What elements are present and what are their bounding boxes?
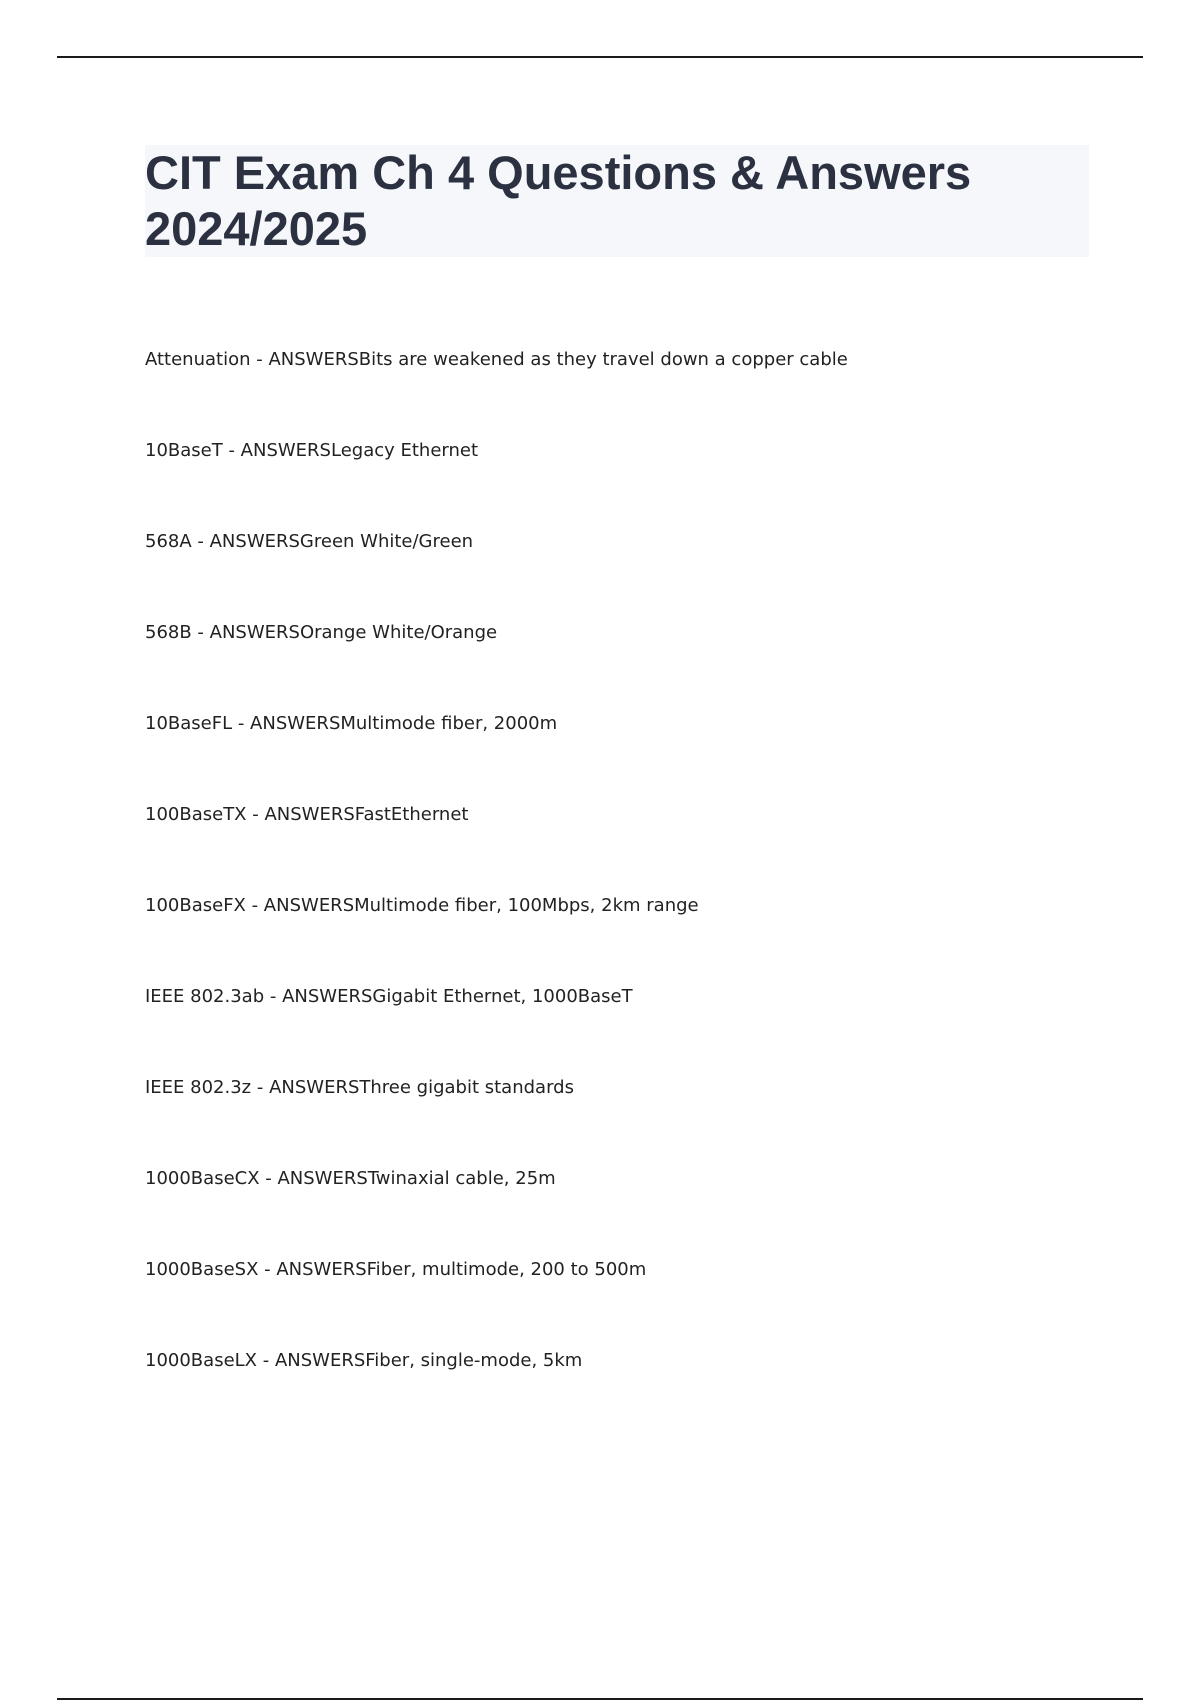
qa-item: 10BaseFL - ANSWERSMultimode fiber, 2000m [145, 713, 558, 734]
header-rule [57, 56, 1143, 58]
qa-item: 1000BaseLX - ANSWERSFiber, single-mode, 5km [145, 1350, 583, 1371]
qa-item: Attenuation - ANSWERSBits are weakened as they travel down a copper cable [145, 349, 848, 370]
document-title: CIT Exam Ch 4 Questions & Answers 2024/2025 [145, 146, 972, 255]
qa-item: 568A - ANSWERSGreen White/Green [145, 531, 474, 552]
qa-item: IEEE 802.3z - ANSWERSThree gigabit standards [145, 1077, 574, 1098]
qa-item: 1000BaseCX - ANSWERSTwinaxial cable, 25m [145, 1168, 556, 1189]
qa-item: 100BaseTX - ANSWERSFastEthernet [145, 804, 469, 825]
qa-item: IEEE 802.3ab - ANSWERSGigabit Ethernet, 1000BaseT [145, 986, 633, 1007]
qa-item: 1000BaseSX - ANSWERSFiber, multimode, 200 to 500m [145, 1259, 647, 1280]
title-block [145, 145, 1089, 257]
qa-item: 10BaseT - ANSWERSLegacy Ethernet [145, 440, 479, 461]
qa-list [145, 348, 1089, 1440]
qa-item: 568B - ANSWERSOrange White/Orange [145, 622, 498, 643]
qa-item: 100BaseFX - ANSWERSMultimode fiber, 100Mbps, 2km range [145, 895, 699, 916]
